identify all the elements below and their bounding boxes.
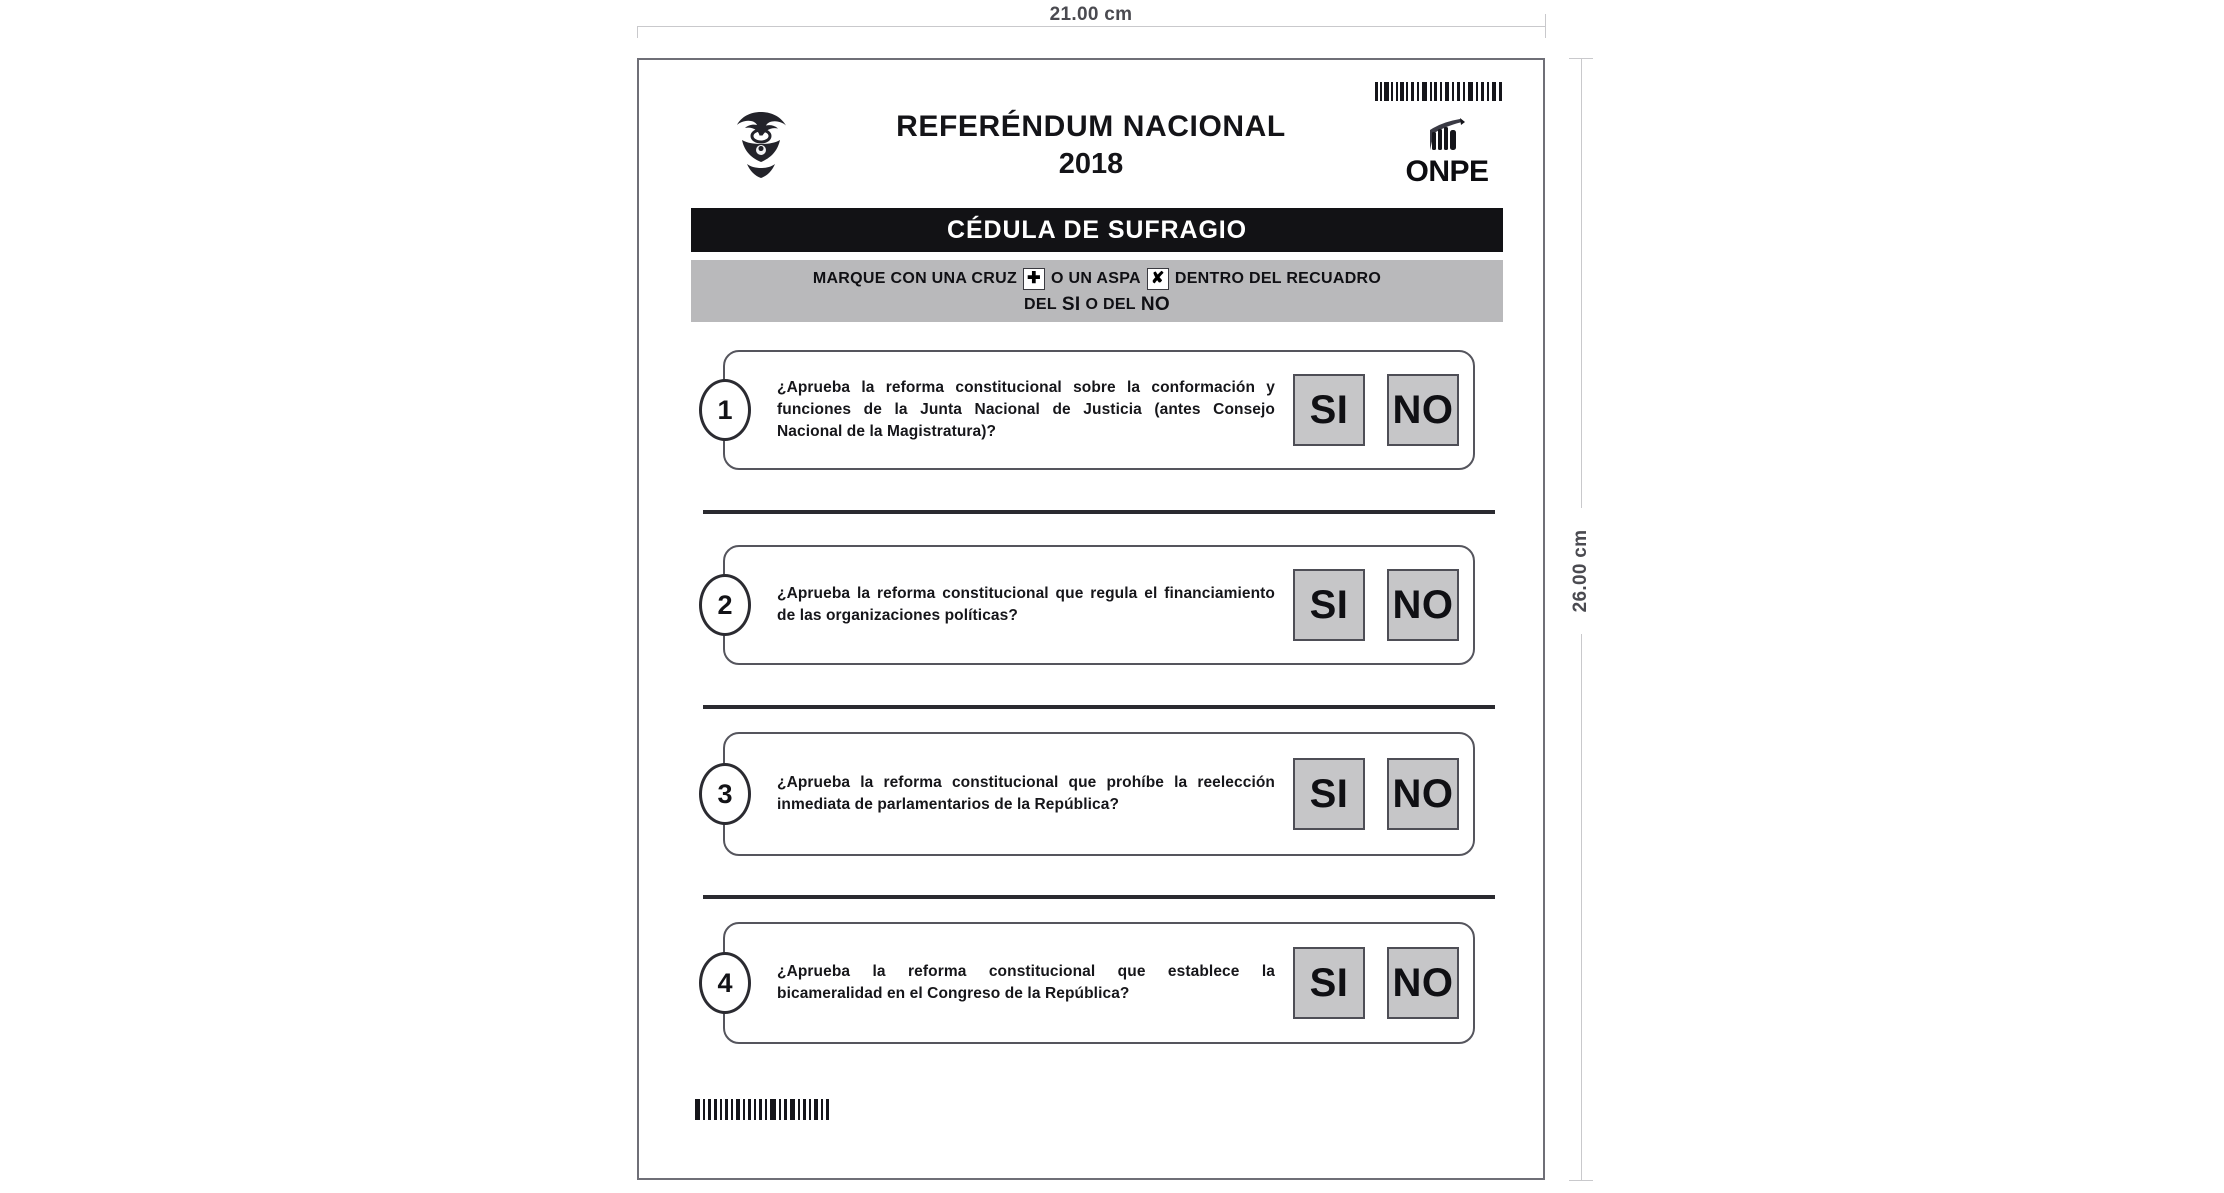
width-dimension-label: 21.00 cm: [637, 4, 1545, 26]
question-options-2: [1293, 569, 1459, 641]
question-3-yes-box[interactable]: SI: [1293, 758, 1365, 830]
question-separator-2: [703, 705, 1495, 709]
instruction-del-2: O DEL: [1085, 296, 1136, 314]
x-mark-icon: ✘: [1147, 268, 1169, 290]
width-dimension-tick-right: [1545, 14, 1546, 38]
question-separator-1: [703, 510, 1495, 514]
instruction-del-1: DEL: [1024, 296, 1057, 314]
question-number-4: 4: [699, 952, 751, 1014]
barcode-bottom: [695, 1099, 835, 1120]
barcode-top: [1375, 82, 1503, 101]
instruction-text-part3: DENTRO DEL RECUADRO: [1174, 270, 1382, 288]
ballot-content-area: [691, 60, 1503, 1178]
width-dimension-line: [637, 26, 1545, 27]
election-year: 2018: [1058, 147, 1124, 180]
question-4-yes-box[interactable]: SI: [1293, 947, 1365, 1019]
onpe-acronym: ONPE: [1405, 155, 1489, 188]
question-options-4: [1293, 947, 1459, 1019]
question-text-1: ¿Aprueba la reforma constitucional sobre la conformación y funciones de la Junta Nacional de Justicia (antes Consejo Nacional de la Magistratura)?: [777, 379, 1275, 440]
question-2-yes-box[interactable]: SI: [1293, 569, 1365, 641]
instructions-bar: [691, 260, 1503, 322]
question-number-1: 1: [699, 379, 751, 441]
question-number-3: 3: [699, 763, 751, 825]
question-separator-3: [703, 895, 1495, 899]
question-text-4: ¿Aprueba la reforma constitucional que establece la bicameralidad en el Congreso de la República?: [777, 963, 1275, 1002]
question-box-3: [717, 732, 1475, 856]
ballot-header: [691, 102, 1503, 190]
question-text-2: ¿Aprueba la reforma constitucional que regula el financiamiento de las organizaciones políticas?: [777, 585, 1275, 624]
instruction-si-label: SI: [1061, 294, 1081, 315]
question-1-no-box[interactable]: NO: [1387, 374, 1459, 446]
cedula-title-label: CÉDULA DE SUFRAGIO: [946, 215, 1247, 244]
question-box-2: [717, 545, 1475, 665]
page-title: REFERÉNDUM NACIONAL: [896, 110, 1286, 143]
onpe-logo: [1393, 116, 1501, 187]
ballot-page: [637, 58, 1545, 1180]
ballot-title-block: [841, 110, 1341, 181]
question-3-no-box[interactable]: NO: [1387, 758, 1459, 830]
cedula-title-bar: [691, 208, 1503, 252]
question-options-1: [1293, 374, 1459, 446]
question-2-no-box[interactable]: NO: [1387, 569, 1459, 641]
instruction-text-part1: MARQUE CON UNA CRUZ: [812, 270, 1018, 288]
question-text-3: ¿Aprueba la reforma constitucional que prohíbe la reelección inmediata de parlamentarios de la República?: [777, 774, 1275, 813]
peru-coat-of-arms-icon: [729, 106, 793, 186]
instructions-line-2: [691, 292, 1503, 318]
onpe-hand-flag-mark-icon: [1420, 116, 1474, 156]
height-dimension-tick-top: [1569, 58, 1593, 59]
instruction-text-part2: O UN ASPA: [1051, 270, 1141, 288]
question-number-2: 2: [699, 574, 751, 636]
instructions-line-1: [691, 268, 1503, 290]
question-box-4: [717, 922, 1475, 1044]
height-dimension-tick-bottom: [1569, 1180, 1593, 1181]
question-4-no-box[interactable]: NO: [1387, 947, 1459, 1019]
height-dimension-label: 26.00 cm: [1570, 508, 1592, 634]
question-box-1: [717, 350, 1475, 470]
instruction-no-label: NO: [1140, 294, 1170, 315]
question-options-3: [1293, 758, 1459, 830]
cross-mark-icon: ✚: [1023, 268, 1045, 290]
question-1-yes-box[interactable]: SI: [1293, 374, 1365, 446]
